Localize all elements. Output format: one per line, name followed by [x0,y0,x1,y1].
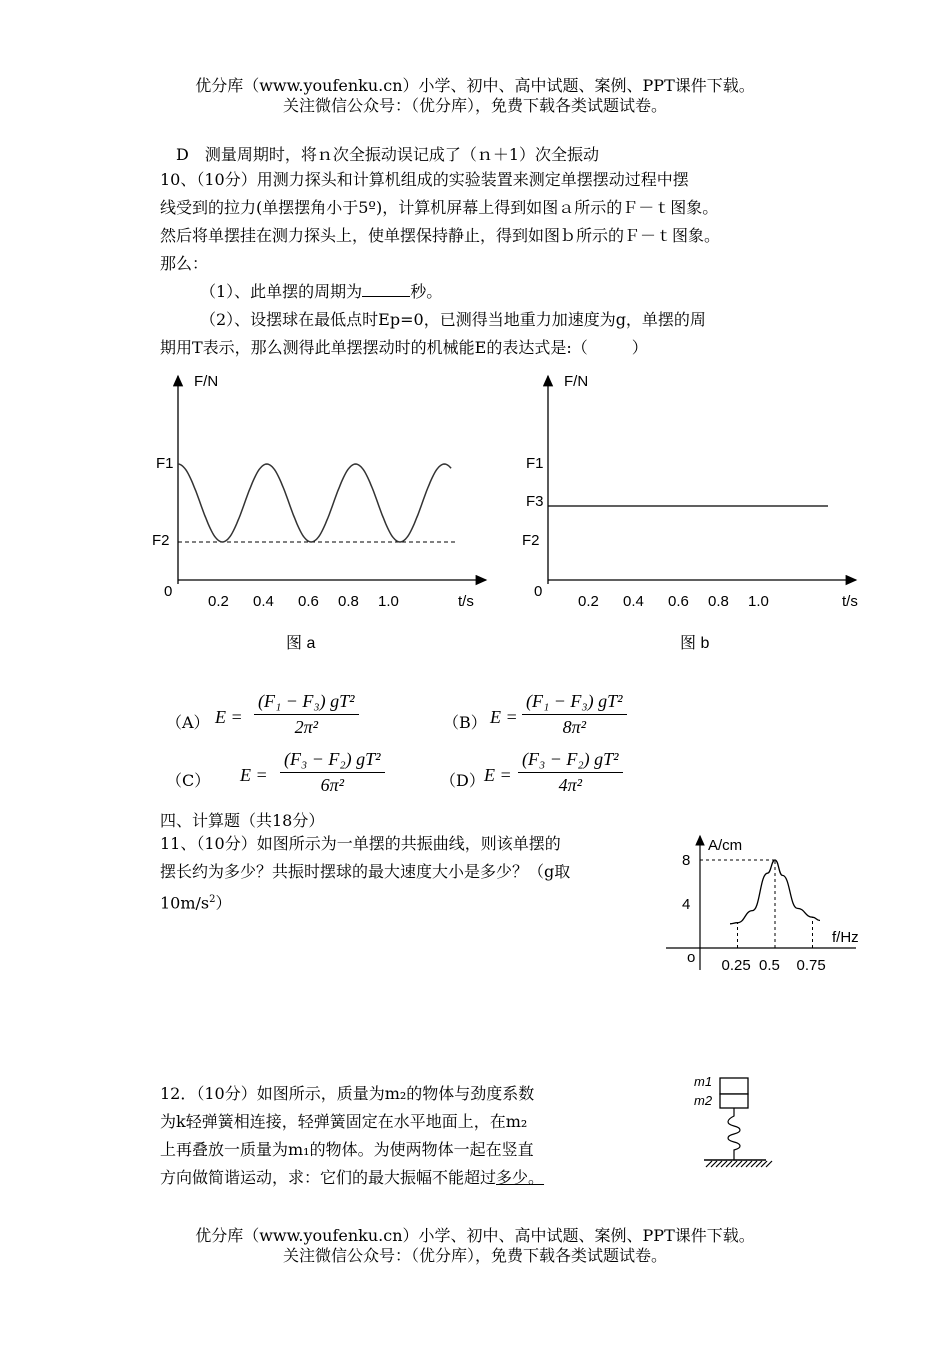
y-axis-label: F/N [564,373,589,390]
x-tick-label: 0.6 [298,593,319,610]
graph-b-caption: 图 b [680,635,710,652]
x-tick-label: 0.2 [208,593,229,610]
option-a-label[interactable]: （A） [166,713,210,732]
x-tick-label: 0.8 [708,593,729,610]
answer-blank[interactable] [362,280,410,297]
y-axis-label: F/N [194,373,219,390]
y-tick-label: 8 [682,852,691,869]
f3-label: F3 [526,493,544,510]
q10-line-2: 线受到的拉力(单摆摆角小于5º)，计算机屏幕上得到如图ａ所示的Ｆ－ｔ图象。 [160,198,719,217]
q10-line-4: 那么： [160,254,209,273]
origin-label: 0 [534,583,543,600]
option-c-eq: E = [240,765,268,785]
option-d-fraction: $\frac{\text{(F₃ − F₂) gT²}}{\text{4π²}}$ [518,749,623,796]
q10-sub-1: （1）、此单摆的周期为 秒。 [200,282,443,301]
x-tick-label: 0.8 [338,593,359,610]
x-tick-label: 0.4 [253,593,274,610]
f2-label: F2 [152,532,170,549]
block-m2 [720,1094,748,1108]
m1-label: m1 [694,1074,713,1089]
option-c-fraction: $\frac{\text{(F₃ − F₂) gT²}}{\text{6π²}}$ [280,749,385,796]
x-tick-label: 1.0 [378,593,399,610]
x-tick-label: 0.25 [721,957,751,974]
x-tick-label: 0.5 [759,957,780,974]
option-b-eq: E = [490,707,518,727]
x-ticks [208,593,399,610]
f2-label: F2 [522,532,540,549]
x-tick-label: 1.0 [748,593,769,610]
m2-label: m2 [694,1093,713,1108]
q10-sub-2-line-1: （2）、设摆球在最低点时Ep=0，已测得当地重力加速度为g，单摆的周 [200,310,706,329]
option-a-eq: E = [215,707,243,727]
x-axis-label: t/s [842,593,858,610]
q10-sub-2-line-2: 期用T表示，那么测得此单摆摆动时的机械能E的表达式是:（ ） [160,338,648,357]
x-tick-label: 0.6 [668,593,689,610]
axis-ticks [682,852,826,974]
x-ticks [578,593,769,610]
ground-hatch [706,1161,772,1167]
footer-line-2: 关注微信公众号：（优分库），免费下载各类试题试卷。 [282,1246,667,1265]
x-tick-label: 0.75 [796,957,826,974]
option-b-label[interactable]: （B） [443,713,487,732]
section-4-title: 四、计算题（共18分） [160,811,325,830]
graph-b [510,368,880,658]
x-tick-label: 0.4 [623,593,644,610]
spring [728,1108,740,1160]
prev-option-d: D 测量周期时，将ｎ次全振动误记成了（ｎ＋1）次全振动 [176,145,600,164]
origin-label: 0 [164,583,173,600]
y-tick-label: 4 [682,896,691,913]
spring-diagram [690,1070,780,1180]
origin-label: o [687,949,696,966]
header-line-1: 优分库（www.youfenku.cn）小学、初中、高中试题、案例、PPT课件下载。 [195,76,755,95]
q10-line-1: 10、（10分）用测力探头和计算机组成的实验装置来测定单摆摆动过程中摆 [160,170,689,189]
footer-line-1: 优分库（www.youfenku.cn）小学、初中、高中试题、案例、PPT课件下载。 [195,1226,755,1245]
question-10 [160,166,800,362]
resonance-graph [660,830,870,980]
block-m1 [720,1078,748,1094]
graph-a-caption: 图 a [286,635,316,652]
force-curve [178,464,451,542]
f1-label: F1 [526,455,544,472]
question-11: 11、（10分）如图所示为一单摆的共振曲线，则该单摆的 摆长约为多少？共振时摆球的最大速度大小是多少？（g取 $10m/s^2$） [160,834,571,913]
header-line-2: 关注微信公众号：（优分库），免费下载各类试题试卷。 [282,96,667,115]
x-tick-label: 0.2 [578,593,599,610]
option-d-eq: E = [484,765,512,785]
y-axis-label: A/cm [708,837,743,854]
q10-line-3: 然后将单摆挂在测力探头上，使单摆保持静止，得到如图ｂ所示的Ｆ－ｔ图象。 [160,226,721,245]
option-d-label[interactable]: （D） [440,771,485,790]
option-c-label[interactable]: （C） [166,771,211,790]
x-axis-label: t/s [458,593,474,610]
f1-label: F1 [156,455,174,472]
graph-a [140,368,500,658]
option-b-fraction: $\frac{\text{(F₁ − F₃) gT²}}{\text{8π²}}$ [522,691,627,738]
option-a-fraction: $\frac{\text{(F₁ − F₃) gT²}}{\text{2π²}}$ [254,691,359,738]
question-12: 12．（10分）如图所示，质量为m₂的物体与劲度系数 为k轻弹簧相连接，轻弹簧固定在水平地面上，在m₂ 上再叠放一质量为m₁的物体。为使两物体一起在竖直 方向做简谐运动，求：它们的最大振幅不能超过多少。 [160,1084,545,1187]
x-axis-label: f/Hz [832,929,859,946]
